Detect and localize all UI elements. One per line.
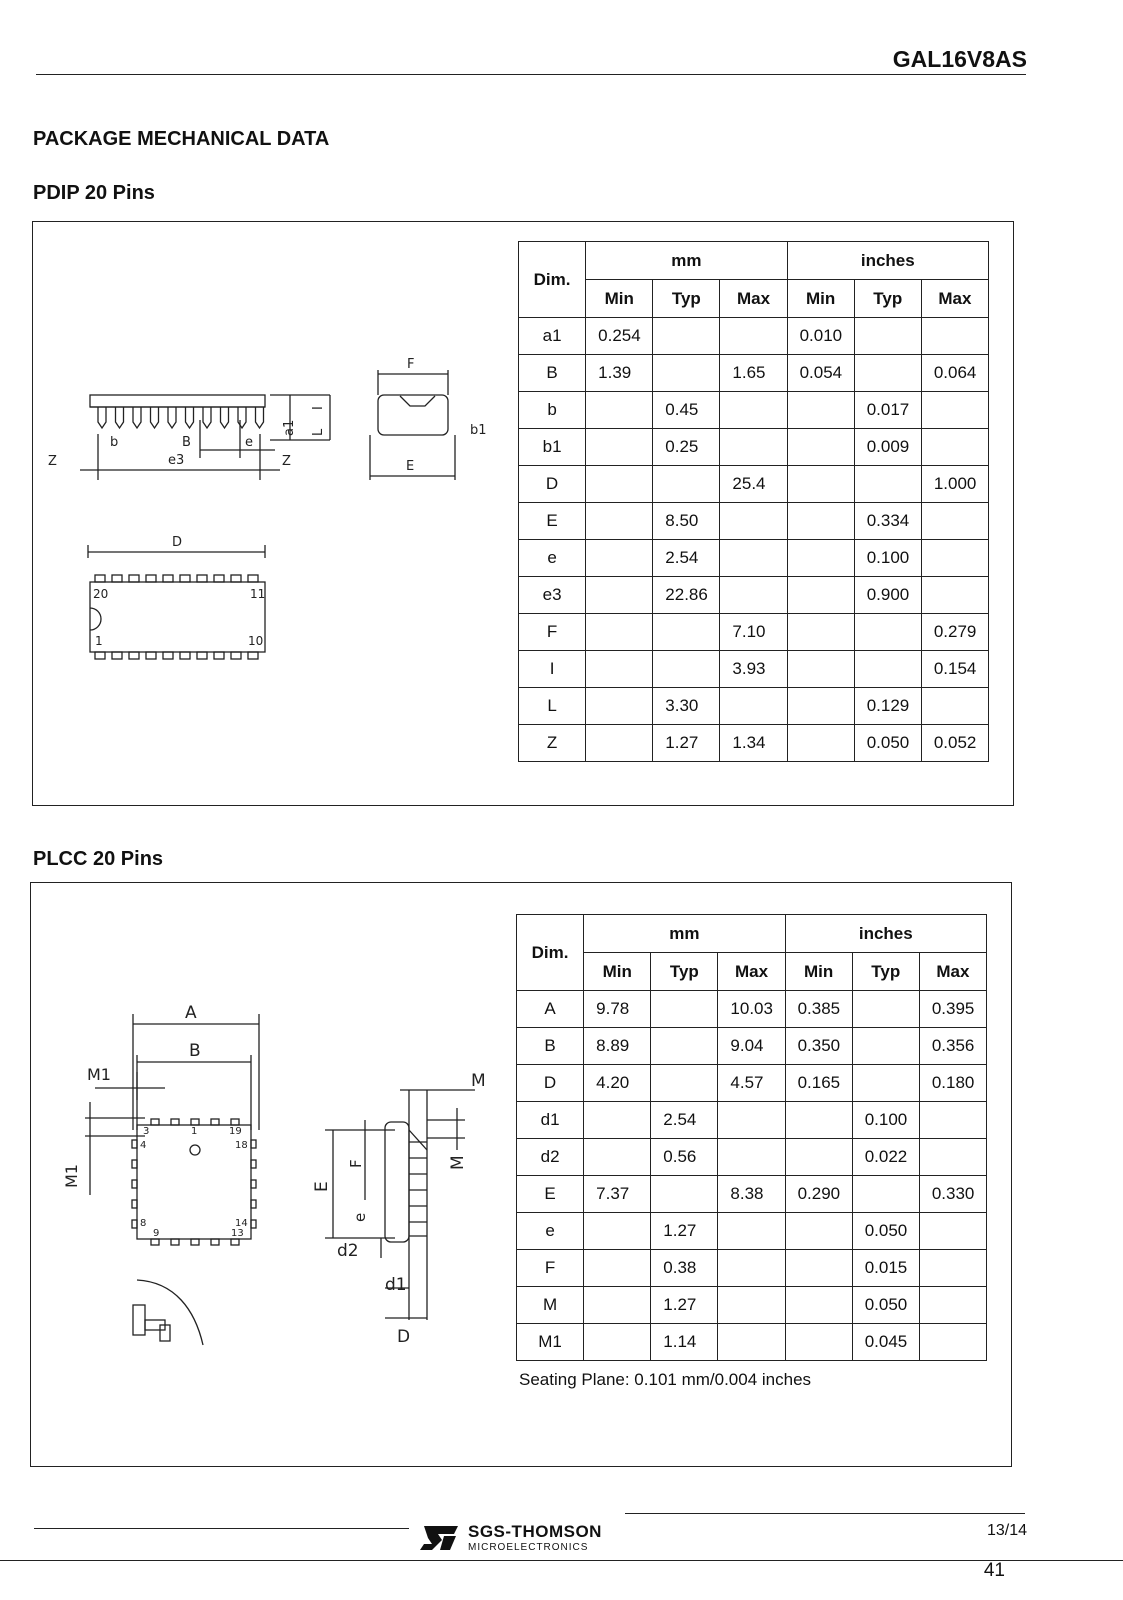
value-cell (921, 318, 988, 355)
value-cell (921, 577, 988, 614)
footer-company: SGS-THOMSON (468, 1522, 602, 1541)
dim-cell: D (519, 466, 586, 503)
value-cell (720, 577, 787, 614)
value-cell (852, 991, 919, 1028)
value-cell (787, 392, 854, 429)
value-cell: 25.4 (720, 466, 787, 503)
value-cell (586, 540, 653, 577)
pdip-label-E: E (406, 459, 415, 474)
pdip-label-z-right: Z (282, 454, 291, 469)
pdip-label-pin11: 11 (250, 587, 266, 601)
table-row (517, 1176, 987, 1213)
value-cell (653, 318, 720, 355)
dim-cell: e3 (519, 577, 586, 614)
value-cell (651, 1176, 718, 1213)
pdip-label-pin20: 20 (93, 587, 109, 601)
value-cell (586, 466, 653, 503)
value-cell: 7.10 (720, 614, 787, 651)
pdip-label-D: D (172, 535, 183, 550)
value-cell (718, 1213, 785, 1250)
value-cell (787, 577, 854, 614)
value-cell (852, 1176, 919, 1213)
value-cell (720, 429, 787, 466)
value-cell: 1.000 (921, 466, 988, 503)
value-cell (720, 688, 787, 725)
dim-cell: F (519, 614, 586, 651)
plcc-pin3: 3 (143, 1126, 150, 1137)
value-cell (919, 1324, 986, 1361)
value-cell (785, 1139, 852, 1176)
value-cell (787, 540, 854, 577)
plcc-label-e: e (351, 1212, 369, 1222)
footer-rule-right (625, 1513, 1025, 1514)
table-row (519, 355, 989, 392)
plcc-label-E: E (312, 1181, 332, 1192)
table-row (517, 1324, 987, 1361)
value-cell (852, 1028, 919, 1065)
value-cell (718, 1102, 785, 1139)
header-rule (36, 74, 1026, 75)
value-cell (584, 1250, 651, 1287)
pdip-label-pin10: 10 (248, 634, 264, 648)
value-cell (720, 318, 787, 355)
value-cell: 0.054 (787, 355, 854, 392)
value-cell (586, 614, 653, 651)
value-cell (718, 1250, 785, 1287)
dim-cell: d1 (517, 1102, 584, 1139)
value-cell (586, 725, 653, 762)
value-cell: 0.100 (852, 1102, 919, 1139)
dim-cell: M (517, 1287, 584, 1324)
plcc-title: PLCC 20 Pins (33, 848, 164, 870)
value-cell: 0.050 (854, 725, 921, 762)
value-cell: 0.009 (854, 429, 921, 466)
value-cell: 1.39 (586, 355, 653, 392)
st-logo-icon (418, 1522, 460, 1554)
value-cell: 0.56 (651, 1139, 718, 1176)
value-cell (586, 429, 653, 466)
plcc-pin4: 4 (140, 1140, 147, 1151)
dim-cell: A (517, 991, 584, 1028)
value-cell (921, 688, 988, 725)
value-cell: 1.27 (651, 1213, 718, 1250)
value-cell: 3.93 (720, 651, 787, 688)
pdip-label-z-left: Z (48, 454, 57, 469)
value-cell (586, 392, 653, 429)
value-cell (785, 1250, 852, 1287)
value-cell: 9.78 (584, 991, 651, 1028)
footer-rule-bottom (0, 1560, 1123, 1561)
value-cell (586, 577, 653, 614)
value-cell (854, 651, 921, 688)
pdip-dim-header: Dim. (519, 242, 586, 318)
dim-cell: L (519, 688, 586, 725)
table-row (517, 1028, 987, 1065)
plcc-label-D: D (397, 1327, 411, 1347)
value-cell: 1.65 (720, 355, 787, 392)
pdip-label-e: e (245, 435, 253, 450)
table-row (519, 392, 989, 429)
value-cell (584, 1139, 651, 1176)
value-cell (787, 614, 854, 651)
section-title: PACKAGE MECHANICAL DATA (33, 128, 330, 150)
value-cell: 0.279 (921, 614, 988, 651)
value-cell: 0.045 (852, 1324, 919, 1361)
value-cell: 0.010 (787, 318, 854, 355)
value-cell (787, 503, 854, 540)
pdip-label-b: b (110, 435, 119, 450)
value-cell: 1.14 (651, 1324, 718, 1361)
dim-cell: b (519, 392, 586, 429)
value-cell (785, 1287, 852, 1324)
value-cell: 0.356 (919, 1028, 986, 1065)
pdip-subheader: Typ (854, 280, 921, 318)
table-row (519, 466, 989, 503)
value-cell (921, 429, 988, 466)
value-cell: 1.34 (720, 725, 787, 762)
table-row (519, 614, 989, 651)
plcc-label-M1-top: M1 (87, 1065, 111, 1084)
plcc-dimension-table (516, 914, 987, 1361)
value-cell (653, 614, 720, 651)
value-cell (919, 1213, 986, 1250)
value-cell (586, 688, 653, 725)
dim-cell: B (517, 1028, 584, 1065)
table-row (519, 503, 989, 540)
value-cell (787, 725, 854, 762)
value-cell: 8.38 (718, 1176, 785, 1213)
plcc-label-d2: d2 (337, 1241, 359, 1261)
dim-cell: B (519, 355, 586, 392)
value-cell (586, 651, 653, 688)
value-cell: 0.180 (919, 1065, 986, 1102)
value-cell: 0.154 (921, 651, 988, 688)
dim-cell: I (519, 651, 586, 688)
value-cell (919, 1287, 986, 1324)
value-cell: 10.03 (718, 991, 785, 1028)
plcc-subheader: Min (785, 953, 852, 991)
value-cell (720, 540, 787, 577)
plcc-pin14: 14 (235, 1218, 248, 1229)
table-row (517, 1139, 987, 1176)
value-cell: 0.25 (653, 429, 720, 466)
value-cell: 9.04 (718, 1028, 785, 1065)
dim-cell: E (517, 1176, 584, 1213)
value-cell (787, 429, 854, 466)
value-cell (854, 318, 921, 355)
pdip-mm-header: mm (586, 242, 787, 280)
footer-division: MICROELECTRONICS (468, 1542, 589, 1553)
dim-cell: e (519, 540, 586, 577)
value-cell (921, 540, 988, 577)
value-cell: 0.050 (852, 1213, 919, 1250)
table-row (517, 1250, 987, 1287)
value-cell: 0.334 (854, 503, 921, 540)
value-cell (651, 991, 718, 1028)
value-cell: 0.100 (854, 540, 921, 577)
value-cell (718, 1287, 785, 1324)
plcc-pin1: 1 (191, 1126, 198, 1137)
value-cell: 0.064 (921, 355, 988, 392)
pdip-subheader: Typ (653, 280, 720, 318)
pdip-label-I: I (311, 406, 326, 410)
seating-plane-note: Seating Plane: 0.101 mm/0.004 inches (519, 1370, 812, 1389)
table-row (519, 725, 989, 762)
plcc-label-A: A (185, 1003, 197, 1023)
value-cell (651, 1065, 718, 1102)
value-cell: 1.27 (651, 1287, 718, 1324)
page-number: 41 (983, 1560, 1005, 1581)
value-cell: 4.20 (584, 1065, 651, 1102)
value-cell (921, 503, 988, 540)
value-cell: 7.37 (584, 1176, 651, 1213)
value-cell: 3.30 (653, 688, 720, 725)
value-cell (854, 466, 921, 503)
value-cell (584, 1324, 651, 1361)
value-cell (653, 466, 720, 503)
plcc-subheader: Min (584, 953, 651, 991)
value-cell (787, 466, 854, 503)
dim-cell: E (519, 503, 586, 540)
plcc-pin18: 18 (235, 1140, 248, 1151)
value-cell (919, 1102, 986, 1139)
value-cell (718, 1324, 785, 1361)
pdip-drawing (40, 340, 520, 680)
dim-cell: Z (519, 725, 586, 762)
value-cell (787, 651, 854, 688)
value-cell: 0.050 (852, 1287, 919, 1324)
footer-rule-left (34, 1528, 409, 1529)
plcc-drawing (55, 1000, 515, 1360)
value-cell: 0.45 (653, 392, 720, 429)
table-row (517, 1287, 987, 1324)
pdip-label-pin1: 1 (95, 634, 103, 648)
dim-cell: F (517, 1250, 584, 1287)
value-cell (854, 355, 921, 392)
plcc-label-M-top: M (471, 1071, 486, 1091)
plcc-mm-header: mm (584, 915, 785, 953)
pdip-inches-header: inches (787, 242, 988, 280)
pdip-subheader: Max (720, 280, 787, 318)
value-cell: 0.052 (921, 725, 988, 762)
value-cell (586, 503, 653, 540)
value-cell: 4.57 (718, 1065, 785, 1102)
value-cell: 2.54 (653, 540, 720, 577)
value-cell: 0.350 (785, 1028, 852, 1065)
table-row (517, 1065, 987, 1102)
pdip-subheader: Min (787, 280, 854, 318)
plcc-label-d1: d1 (385, 1275, 407, 1295)
table-row (517, 1213, 987, 1250)
dim-cell: a1 (519, 318, 586, 355)
dim-cell: e (517, 1213, 584, 1250)
plcc-inches-header: inches (785, 915, 986, 953)
st-logo (418, 1522, 460, 1559)
plcc-subheader: Typ (651, 953, 718, 991)
pdip-label-F: F (407, 357, 415, 372)
value-cell (921, 392, 988, 429)
table-row (517, 1102, 987, 1139)
pdip-label-e3: e3 (168, 453, 185, 468)
value-cell: 0.254 (586, 318, 653, 355)
pdip-dimension-table (518, 241, 989, 762)
table-row (519, 540, 989, 577)
part-number-header: GAL16V8AS (892, 46, 1027, 72)
pdip-subheader: Min (586, 280, 653, 318)
value-cell (852, 1065, 919, 1102)
plcc-pin8: 8 (140, 1218, 147, 1229)
plcc-subheader: Max (718, 953, 785, 991)
dim-cell: D (517, 1065, 584, 1102)
plcc-dim-header: Dim. (517, 915, 584, 991)
value-cell (785, 1213, 852, 1250)
value-cell (720, 503, 787, 540)
value-cell: 8.89 (584, 1028, 651, 1065)
value-cell: 0.015 (852, 1250, 919, 1287)
value-cell: 0.395 (919, 991, 986, 1028)
table-row (519, 429, 989, 466)
value-cell (919, 1139, 986, 1176)
pdip-label-a1: a1 (282, 419, 297, 436)
value-cell: 0.022 (852, 1139, 919, 1176)
pdip-label-B: B (182, 435, 191, 450)
value-cell (720, 392, 787, 429)
table-row (519, 577, 989, 614)
value-cell: 22.86 (653, 577, 720, 614)
value-cell: 8.50 (653, 503, 720, 540)
value-cell: 1.27 (653, 725, 720, 762)
value-cell (653, 651, 720, 688)
value-cell (787, 688, 854, 725)
dim-cell: b1 (519, 429, 586, 466)
value-cell (854, 614, 921, 651)
value-cell: 0.017 (854, 392, 921, 429)
value-cell: 0.129 (854, 688, 921, 725)
pdip-label-L: L (311, 428, 326, 436)
value-cell (584, 1287, 651, 1324)
plcc-subheader: Max (919, 953, 986, 991)
plcc-pin19: 19 (229, 1126, 242, 1137)
value-cell (785, 1102, 852, 1139)
dim-cell: d2 (517, 1139, 584, 1176)
plcc-subheader: Typ (852, 953, 919, 991)
value-cell (785, 1324, 852, 1361)
value-cell (919, 1250, 986, 1287)
plcc-pin13: 13 (231, 1228, 244, 1239)
value-cell: 0.165 (785, 1065, 852, 1102)
table-row (519, 688, 989, 725)
value-cell: 0.900 (854, 577, 921, 614)
value-cell (651, 1028, 718, 1065)
pdip-title: PDIP 20 Pins (33, 182, 155, 204)
value-cell (718, 1139, 785, 1176)
plcc-label-M1-side: M1 (62, 1164, 81, 1188)
value-cell: 0.385 (785, 991, 852, 1028)
value-cell: 0.330 (919, 1176, 986, 1213)
plcc-label-M-side: M (448, 1155, 468, 1170)
plcc-label-F: F (347, 1159, 365, 1168)
value-cell: 0.38 (651, 1250, 718, 1287)
pdip-subheader: Max (921, 280, 988, 318)
plcc-label-B: B (189, 1041, 201, 1061)
value-cell: 2.54 (651, 1102, 718, 1139)
value-cell (653, 355, 720, 392)
table-row (519, 318, 989, 355)
pdip-label-b1: b1 (470, 423, 487, 438)
page-of: 13/14 (986, 1522, 1027, 1539)
dim-cell: M1 (517, 1324, 584, 1361)
value-cell (584, 1213, 651, 1250)
table-row (517, 991, 987, 1028)
value-cell: 0.290 (785, 1176, 852, 1213)
plcc-pin9: 9 (153, 1228, 160, 1239)
value-cell (584, 1102, 651, 1139)
table-row (519, 651, 989, 688)
